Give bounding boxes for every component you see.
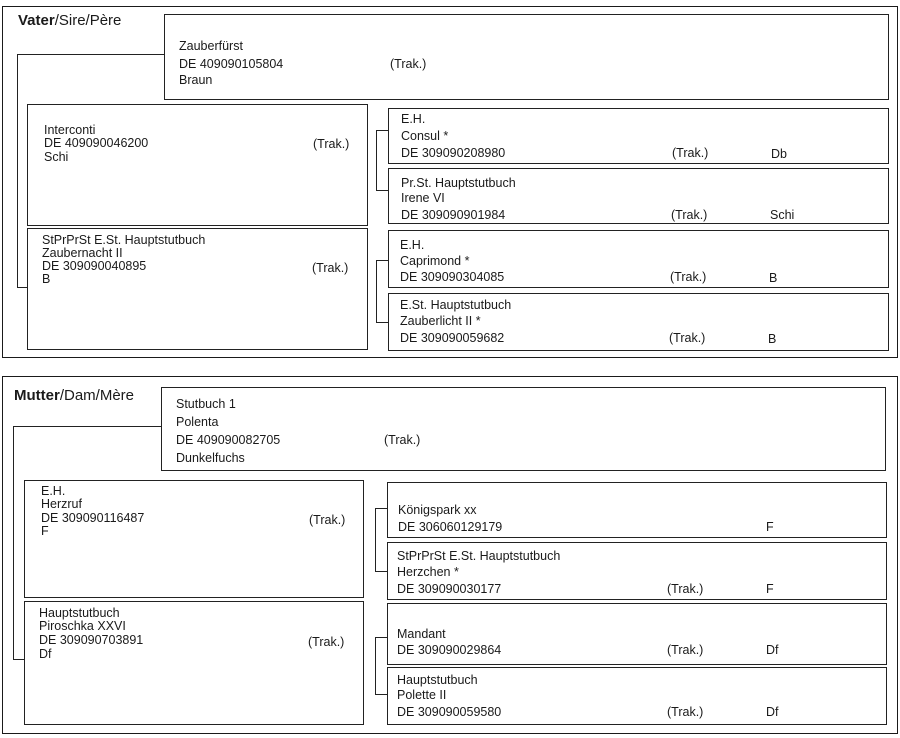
sire-ff-name: Consul * [401, 129, 449, 143]
sire-father-bracket-bottom [376, 190, 388, 191]
sire-ff-color: Db [771, 147, 787, 161]
sire-fm-name: Irene VI [401, 191, 445, 205]
sire-mm-name: Zauberlicht II * [400, 314, 481, 328]
dam-mother-line1: Hauptstutbuch [39, 606, 120, 620]
sire-mother-bracket-vertical [376, 260, 377, 322]
sire-main-id: DE 409090105804 [179, 57, 284, 71]
dam-father-bracket-bottom [375, 571, 387, 572]
sire-father-color: Schi [44, 150, 69, 164]
dam-mother-bracket-top [375, 637, 387, 638]
dam-mm-line1: Hauptstutbuch [397, 673, 478, 687]
sire-father-box [27, 104, 368, 226]
dam-mf-color: Df [766, 643, 779, 657]
sire-mm-id: DE 309090059682 [400, 331, 505, 345]
sire-mother-id: DE 309090040895 [42, 259, 147, 273]
dam-header-rest: /Dam/Mère [59, 387, 135, 404]
dam-ff-id: DE 306060129179 [398, 520, 503, 534]
sire-bracket-top [17, 54, 165, 55]
dam-fm-color: F [766, 582, 774, 596]
dam-father-id: DE 309090116487 [41, 511, 145, 525]
sire-mf-line1: E.H. [400, 238, 425, 252]
dam-mother-bracket-vertical [375, 637, 376, 694]
dam-fm-box [387, 542, 887, 600]
dam-ff-color: F [766, 520, 774, 534]
dam-main-line1: Stutbuch 1 [176, 397, 236, 411]
sire-ff-box [388, 108, 889, 164]
dam-father-name: Herzruf [41, 497, 82, 511]
sire-mother-box [27, 228, 368, 350]
sire-bracket-vertical [17, 54, 18, 287]
dam-father-trak: (Trak.) [309, 513, 346, 527]
sire-mf-color: B [769, 271, 778, 285]
sire-mother-trak: (Trak.) [312, 261, 349, 275]
sire-ff-id: DE 309090208980 [401, 146, 506, 160]
dam-mother-id: DE 309090703891 [39, 633, 144, 647]
dam-father-color: F [41, 524, 49, 538]
sire-father-name: Interconti [44, 123, 96, 137]
dam-fm-name: Herzchen * [397, 565, 459, 579]
sire-mm-line1: E.St. Hauptstutbuch [400, 298, 512, 312]
dam-mother-bracket-bottom [375, 694, 387, 695]
sire-mm-color: B [768, 332, 777, 346]
sire-father-id: DE 409090046200 [44, 136, 149, 150]
dam-mf-box [387, 603, 887, 665]
dam-bracket-top [13, 426, 162, 427]
sire-mf-box [388, 230, 889, 288]
dam-mother-box [24, 601, 364, 725]
dam-ff-name: Königspark xx [398, 503, 477, 517]
sire-fm-box [388, 168, 889, 224]
dam-father-line1: E.H. [41, 484, 66, 498]
sire-father-bracket-vertical [376, 130, 377, 190]
dam-mm-id: DE 309090059580 [397, 705, 502, 719]
sire-main-color: Braun [179, 73, 213, 87]
sire-main-name: Zauberfürst [179, 39, 243, 53]
sire-mother-bracket-bottom [376, 322, 388, 323]
sire-mf-id: DE 309090304085 [400, 270, 505, 284]
dam-fm-trak: (Trak.) [667, 582, 704, 596]
sire-father-trak: (Trak.) [313, 137, 350, 151]
sire-main-trak: (Trak.) [390, 57, 427, 71]
dam-mother-name: Piroschka XXVI [39, 619, 126, 633]
dam-fm-line1: StPrPrSt E.St. Hauptstutbuch [397, 549, 561, 563]
dam-mm-color: Df [766, 705, 779, 719]
dam-mm-box [387, 667, 887, 725]
dam-mm-trak: (Trak.) [667, 705, 704, 719]
dam-mf-trak: (Trak.) [667, 643, 704, 657]
sire-header-rest: /Sire/Père [54, 12, 122, 29]
dam-main-trak: (Trak.) [384, 433, 421, 447]
sire-mf-trak: (Trak.) [670, 270, 707, 284]
dam-header [14, 387, 134, 404]
dam-main-color: Dunkelfuchs [176, 451, 245, 465]
dam-header-bold: Mutter [14, 387, 60, 404]
sire-mother-bracket-top [376, 260, 388, 261]
dam-bracket-vertical [13, 426, 14, 659]
sire-ff-trak: (Trak.) [672, 146, 709, 160]
sire-fm-trak: (Trak.) [671, 208, 708, 222]
dam-mf-id: DE 309090029864 [397, 643, 502, 657]
dam-mother-trak: (Trak.) [308, 635, 345, 649]
dam-mf-name: Mandant [397, 627, 446, 641]
sire-header [18, 12, 121, 29]
sire-mother-line1: StPrPrSt E.St. Hauptstutbuch [42, 233, 206, 247]
sire-father-bracket-top [376, 130, 388, 131]
dam-main-id: DE 409090082705 [176, 433, 281, 447]
sire-mother-color: B [42, 272, 51, 286]
sire-fm-line1: Pr.St. Hauptstutbuch [401, 176, 516, 190]
sire-mm-trak: (Trak.) [669, 331, 706, 345]
dam-father-bracket-top [375, 508, 387, 509]
dam-ff-box [387, 482, 887, 538]
dam-main-box [161, 387, 886, 471]
sire-ff-line1: E.H. [401, 112, 426, 126]
dam-fm-id: DE 309090030177 [397, 582, 502, 596]
dam-mother-color: Df [39, 647, 52, 661]
dam-father-box [24, 480, 364, 598]
sire-mf-name: Caprimond * [400, 254, 470, 268]
sire-bracket-bottom [17, 287, 27, 288]
sire-mm-box [388, 293, 889, 351]
dam-father-bracket-vertical [375, 508, 376, 571]
dam-main-name: Polenta [176, 415, 219, 429]
sire-mother-name: Zaubernacht II [42, 246, 123, 260]
sire-fm-color: Schi [770, 208, 795, 222]
sire-main-box [164, 14, 889, 100]
sire-fm-id: DE 309090901984 [401, 208, 506, 222]
dam-bracket-bottom [13, 659, 24, 660]
dam-mm-name: Polette II [397, 688, 447, 702]
sire-header-bold: Vater [18, 12, 55, 29]
